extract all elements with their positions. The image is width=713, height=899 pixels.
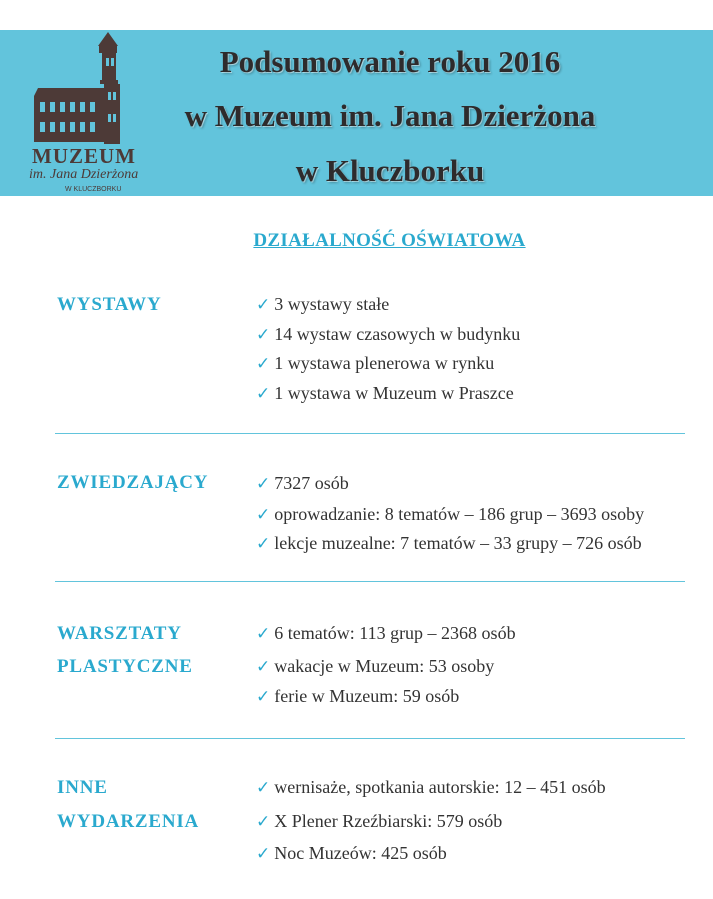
list-item: ✓ X Plener Rzeźbiarski: 579 osób [256, 811, 503, 832]
check-icon: ✓ [256, 812, 271, 832]
check-icon: ✓ [256, 778, 271, 798]
list-item: ✓ oprowadzanie: 8 tematów – 186 grup – 3693 osoby [256, 504, 645, 525]
list-item: ✓ Noc Muzeów: 425 osób [256, 843, 447, 864]
category-label-events-line-1: INNE [57, 777, 108, 798]
list-item: ✓ 7327 osób [256, 473, 349, 494]
section-heading: DZIAŁALNOŚĆ OŚWIATOWA [253, 230, 526, 251]
check-icon: ✓ [256, 505, 271, 525]
page-title-line-2: w Muzeum im. Jana Dzierżona [184, 98, 596, 133]
category-label-workshops-line-1: WARSZTATY [57, 623, 182, 644]
logo-city-text: W KLUCZBORKU [65, 186, 122, 193]
page-title-line-3: w Kluczborku [295, 153, 485, 188]
logo-museum-text: MUZEUM [32, 144, 136, 168]
check-icon: ✓ [256, 624, 271, 644]
list-item: ✓ wakacje w Muzeum: 53 osoby [256, 656, 495, 677]
list-item: ✓ ferie w Muzeum: 59 osób [256, 686, 460, 707]
page-title-line-1: Podsumowanie roku 2016 [219, 44, 561, 79]
check-icon: ✓ [256, 474, 271, 494]
category-label-exhibitions: WYSTAWY [57, 294, 162, 315]
list-item: ✓ wernisaże, spotkania autorskie: 12 – 451 osób [256, 777, 606, 798]
section-divider [55, 433, 685, 434]
category-label-workshops-line-2: PLASTYCZNE [57, 656, 193, 677]
section-divider [55, 581, 685, 582]
category-label-visitors: ZWIEDZAJĄCY [57, 472, 209, 493]
list-item: ✓ 3 wystawy stałe [256, 294, 390, 315]
check-icon: ✓ [256, 354, 271, 374]
logo-patron-text: im. Jana Dzierżona [29, 167, 139, 182]
list-item: ✓ 1 wystawa w Muzeum w Praszce [256, 383, 514, 404]
list-item: ✓ 6 tematów: 113 grup – 2368 osób [256, 623, 516, 644]
category-label-events-line-2: WYDARZENIA [57, 811, 200, 832]
list-item: ✓ 14 wystaw czasowych w budynku [256, 324, 521, 345]
check-icon: ✓ [256, 534, 271, 554]
check-icon: ✓ [256, 384, 271, 404]
check-icon: ✓ [256, 295, 271, 315]
check-icon: ✓ [256, 325, 271, 345]
section-divider [55, 738, 685, 739]
check-icon: ✓ [256, 657, 271, 677]
list-item: ✓ lekcje muzealne: 7 tematów – 33 grupy – 726 osób [256, 533, 642, 554]
header-banner [0, 30, 713, 196]
museum-logo [20, 30, 160, 196]
list-item: ✓ 1 wystawa plenerowa w rynku [256, 353, 495, 374]
check-icon: ✓ [256, 687, 271, 707]
check-icon: ✓ [256, 844, 271, 864]
